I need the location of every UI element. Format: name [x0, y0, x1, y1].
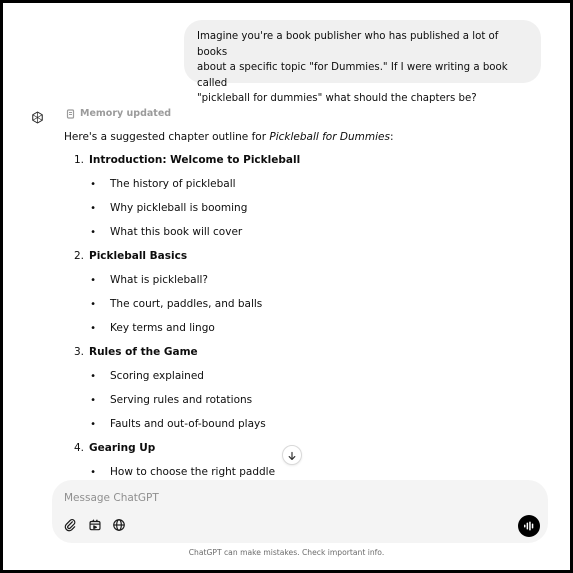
voice-mode-button[interactable]	[518, 515, 540, 537]
list-item-text: Serving rules and rotations	[110, 394, 253, 406]
list-item-text: Key terms and lingo	[110, 322, 215, 334]
chapter-number: 1.	[73, 154, 84, 166]
list-item-text: The history of pickleball	[110, 178, 236, 190]
memory-updated-badge[interactable]	[66, 108, 171, 119]
list-item-text: What is pickleball?	[110, 274, 208, 286]
voice-mode-icon	[523, 517, 535, 536]
bullet-glyph: •	[90, 394, 96, 406]
memory-icon	[66, 109, 76, 119]
chapter-heading	[64, 148, 524, 172]
bullet-glyph: •	[90, 274, 96, 286]
bullet-glyph: •	[90, 466, 96, 478]
message-input[interactable]	[64, 488, 504, 508]
web-search-button[interactable]	[110, 517, 128, 535]
media-button[interactable]	[86, 517, 104, 535]
bullet-glyph: •	[90, 370, 96, 382]
list-item	[64, 316, 524, 340]
bullet-glyph: •	[90, 178, 96, 190]
list-item-text: What this book will cover	[110, 226, 243, 238]
list-item-text: Why pickleball is booming	[110, 202, 248, 214]
arrow-down-icon	[287, 446, 297, 465]
message-composer	[52, 480, 548, 543]
chapter-heading	[64, 244, 524, 268]
list-item	[64, 220, 524, 244]
user-message-line: Imagine you're a book publisher who has published a lot of books	[197, 31, 499, 58]
list-item-text: How to choose the right paddle	[110, 466, 276, 478]
chapter-heading	[64, 340, 524, 364]
chapter-number: 3.	[73, 346, 84, 358]
scroll-to-bottom-button[interactable]	[282, 445, 302, 465]
memory-updated-label: Memory updated	[80, 108, 172, 119]
chapter-title: Rules of the Game	[89, 346, 198, 358]
list-item	[64, 292, 524, 316]
intro-text: Here's a suggested chapter outline for	[64, 131, 270, 143]
book-title: Pickleball for Dummies	[269, 131, 390, 143]
chapter-title: Introduction: Welcome to Pickleball	[89, 154, 301, 166]
disclaimer-text: ChatGPT can make mistakes. Check important info.	[188, 548, 385, 557]
chapter-title: Pickleball Basics	[89, 250, 188, 262]
list-item-text: The court, paddles, and balls	[110, 298, 263, 310]
response-intro	[64, 126, 524, 148]
list-item-text: Scoring explained	[110, 370, 204, 382]
list-item	[64, 268, 524, 292]
list-item-text: Faults and out-of-bound plays	[110, 418, 266, 430]
bullet-glyph: •	[90, 226, 96, 238]
chapter-number: 4.	[73, 442, 84, 454]
media-icon	[88, 517, 102, 536]
chapter-title: Gearing Up	[89, 442, 156, 454]
list-item	[64, 412, 524, 436]
bullet-glyph: •	[90, 298, 96, 310]
paperclip-icon	[63, 517, 77, 536]
list-item	[64, 364, 524, 388]
user-message-line: "pickleball for dummies" what should the chapters be?	[197, 93, 477, 104]
openai-logo-icon	[28, 108, 46, 126]
user-message-line: about a specific topic "for Dummies." If I were writing a book called	[197, 62, 508, 89]
list-item	[64, 388, 524, 412]
intro-colon: :	[389, 131, 394, 143]
user-message-bubble	[184, 20, 541, 104]
list-item	[64, 196, 524, 220]
globe-icon	[112, 517, 126, 536]
assistant-response	[64, 126, 524, 484]
chapter-number: 2.	[73, 250, 84, 262]
list-item	[64, 172, 524, 196]
attach-button[interactable]	[61, 517, 79, 535]
chat-window	[3, 3, 570, 570]
bullet-glyph: •	[90, 202, 96, 214]
bullet-glyph: •	[90, 322, 96, 334]
bullet-glyph: •	[90, 418, 96, 430]
